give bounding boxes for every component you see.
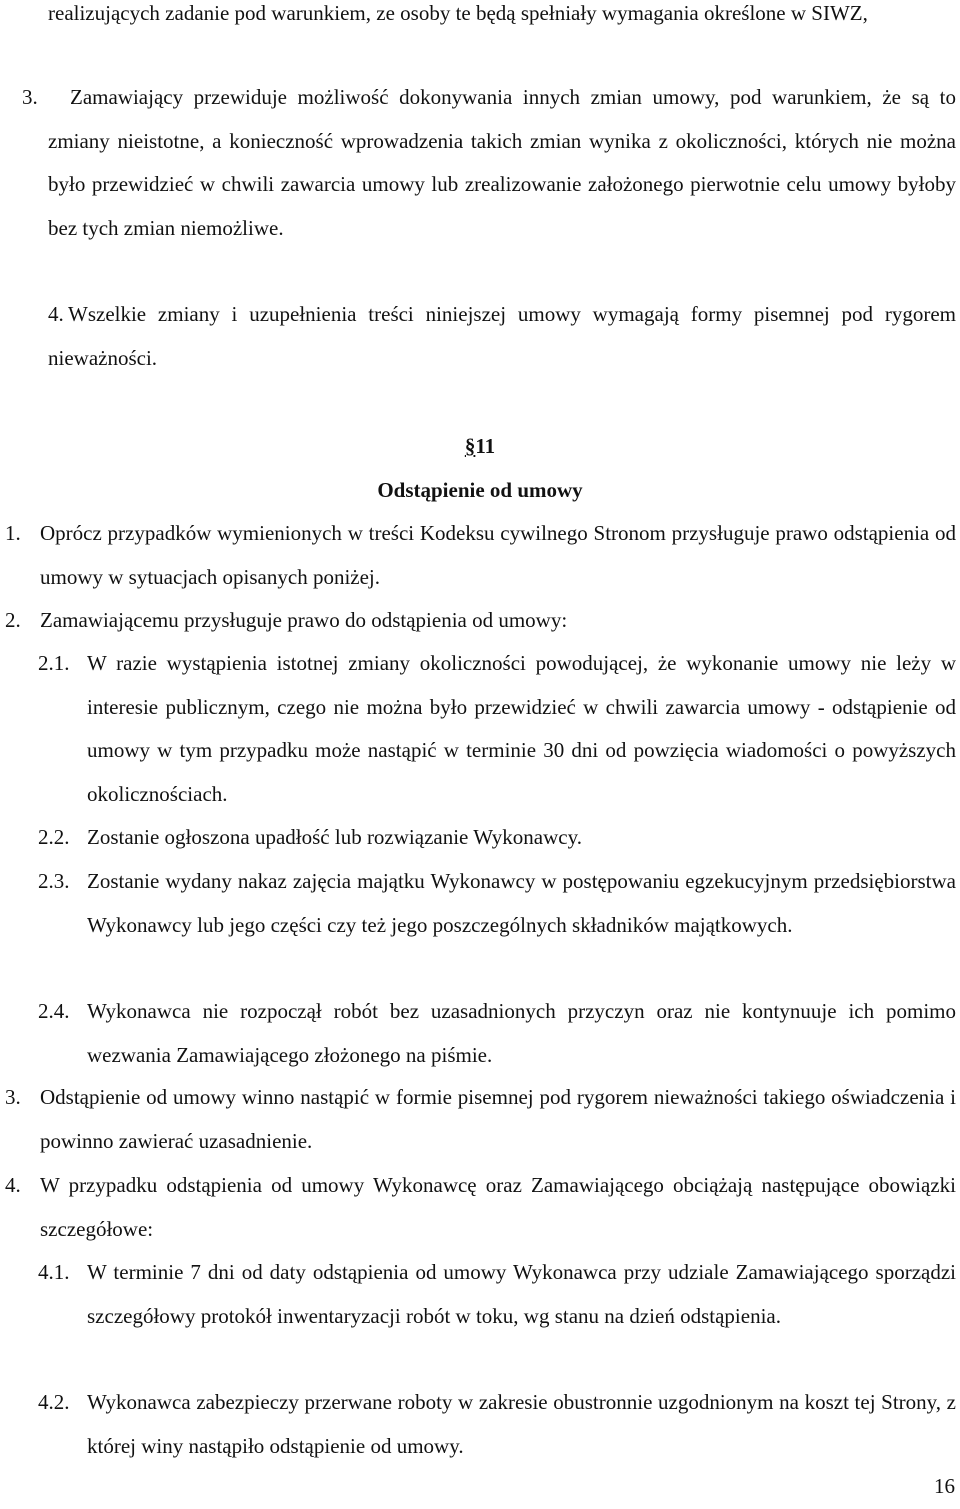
list-item-4-text: W przypadku odstąpienia od umowy Wykonawcę oraz Zamawiającego obciążają następujące obowiązki szczegółowe:: [40, 1173, 956, 1241]
list-item-2-4-number: 2.4.: [38, 999, 70, 1023]
list-item-2-2-number: 2.2.: [38, 825, 70, 849]
list-item-4-1-text: W terminie 7 dni od daty odstąpienia od umowy Wykonawca przy udziale Zamawiającego sporządzi szczegółowy protokół inwentaryzacji robót w toku, wg stanu na dzień odstąpienia.: [87, 1260, 956, 1328]
section-title: Odstąpienie od umowy: [377, 478, 583, 502]
list-item-1-text: Oprócz przypadków wymienionych w treści Kodeksu cywilnego Stronom przysługuje prawo odstąpienia od umowy w sytuacjach opisanych poniżej.: [40, 521, 956, 589]
list-item-2-1-number: 2.1.: [38, 651, 70, 675]
list-item-4-2-number: 4.2.: [38, 1390, 70, 1414]
continuation-paragraph: realizujących zadanie pod warunkiem, ze osoby te będą spełniały wymagania określone w SIWZ,: [48, 1, 868, 25]
list-item-4-number: 4.: [5, 1173, 21, 1197]
page-number: 16: [934, 1474, 955, 1498]
list-item-4-1-number: 4.1.: [38, 1260, 70, 1284]
list-item-2-3-text: Zostanie wydany nakaz zajęcia majątku Wykonawcy w postępowaniu egzekucyjnym przedsiębiorstwa Wykonawcy lub jego części czy też jego poszczególnych składników majątkowych.: [87, 869, 956, 937]
list-item-2-2-text: Zostanie ogłoszona upadłość lub rozwiązanie Wykonawcy.: [87, 825, 582, 849]
prev-item-4-text: Wszelkie zmiany i uzupełnienia treści niniejszej umowy wymagają formy pisemnej pod rygorem nieważności.: [48, 302, 956, 370]
prev-item-3-text: Zamawiający przewiduje możliwość dokonywania innych zmian umowy, pod warunkiem, że są to zmiany nieistotne, a konieczność wprowadzenia takich zmian wynika z okoliczności, których nie można było przewidzieć w chwili zawarcia umowy lub zrealizowanie założonego pierwotnie celu umowy byłoby bez tych zmian niemożliwe.: [48, 85, 956, 240]
section-number: [0, 434, 960, 459]
list-item-2-text: Zamawiającemu przysługuje prawo do odstąpienia od umowy:: [40, 608, 568, 632]
list-item-1-number: 1.: [5, 521, 21, 545]
list-item-2-4-text: Wykonawca nie rozpoczął robót bez uzasadnionych przyczyn oraz nie kontynuuje ich pomimo wezwania Zamawiającego złożonego na piśmie.: [87, 999, 956, 1067]
list-item-2-number: 2.: [5, 608, 21, 632]
list-item-3-text: Odstąpienie od umowy winno nastąpić w formie pisemnej pod rygorem nieważności takiego oświadczenia i powinno zawierać uzasadnienie.: [40, 1085, 956, 1153]
list-item-4-2-text: Wykonawca zabezpieczy przerwane roboty w zakresie obustronnie uzgodnionym na koszt tej Strony, z której winy nastąpiło odstąpienie od umowy.: [87, 1390, 956, 1458]
prev-item-4-number: 4.: [48, 302, 64, 326]
list-item-2-3-number: 2.3.: [38, 869, 70, 893]
prev-item-3-number: 3.: [22, 85, 38, 109]
list-item-2-1-text: W razie wystąpienia istotnej zmiany okoliczności powodującej, że wykonanie umowy nie leży w interesie publicznym, czego nie można było przewidzieć w chwili zawarcia umowy - odstąpienie od umowy w tym przypadku może nastąpić w terminie 30 dni od powzięcia wiadomości o powyższych okolicznościach.: [87, 651, 956, 806]
list-item-3-number: 3.: [5, 1085, 21, 1109]
section-number-text: 11: [475, 434, 496, 458]
section-sign: §: [464, 434, 476, 458]
